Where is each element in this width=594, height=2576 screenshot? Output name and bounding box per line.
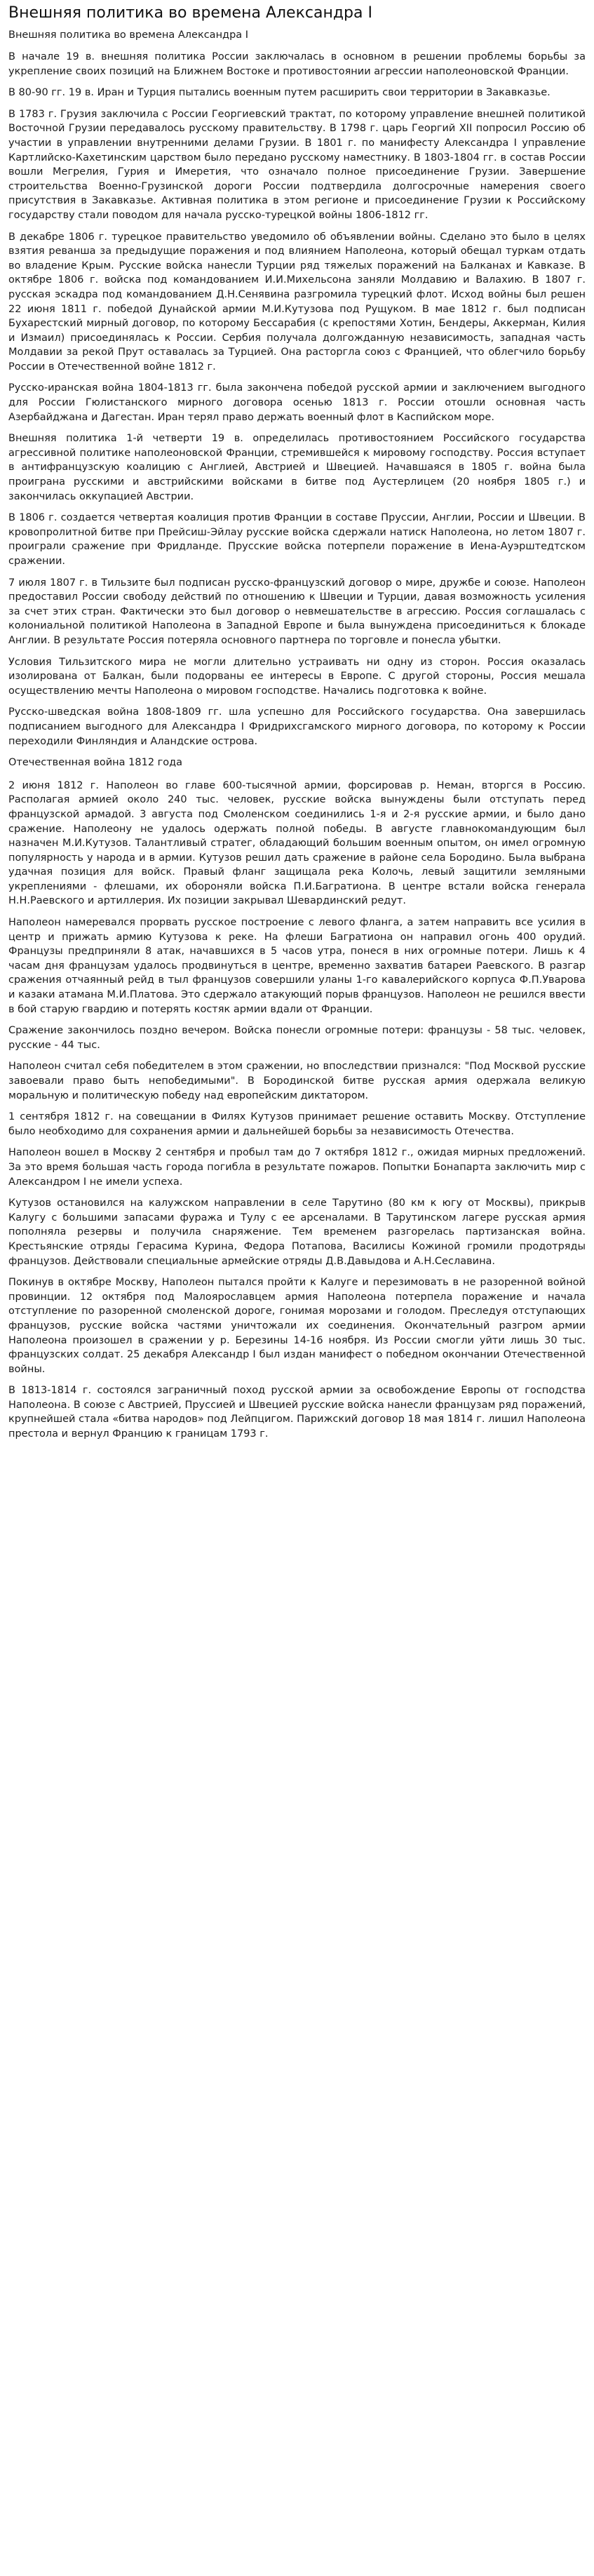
paragraph-intro: В начале 19 в. внешняя политика России заключалась в основном в решении проблемы борьбы за укрепление своих позиций на Ближнем Востоке и противостоянии агрессии наполеоновской Франции. [8,51,586,77]
paragraph-invasion: 2 июня 1812 г. Наполеон во главе 600-тысячной армии, форсировав р. Неман, вторгся в Россию. Располагая армией около 240 тыс. человек, русские войска вынуждены были отступать перед французской армадой. 3 августа под Смоленском соединились 1-я и 2-я русские армии, и было дано сражение. Наполеону не удалось одержать полной победы. В августе главнокомандующим был назначен М.И.Кутузов. Талантливый стратег, обладающий большим военным опытом, он имел огромную популярность у народа и в армии. Кутузов решил дать сражение в районе села Бородино. Была выбрана удачная позиция для войск. Правый фланг защищала река Колочь, левый защитили земляными укреплениями - флешами, их обороняли войска П.И.Багратиона. В центре встали войска генерала Н.Н.Раевского и артиллерия. Их позиции закрывал Шевардинский редут. [8,779,586,907]
paragraph-tarutino: Кутузов остановился на калужском направлении в селе Тарутино (80 км к югу от Москвы), прикрыв Калугу с большими запасами фуража и Тулу с ее арсеналами. В Тарутинском лагере русская армия пополняла резервы и получила снаряжение. Тем временем разгорелась партизанская война. Крестьянские отряды Герасима Курина, Федора Потапова, Василисы Кожиной громили продотряды французов. Действовали специальные армейские отряды Д.В.Давыдова и А.Н.Сеславина. [8,1198,586,1267]
paragraph-russo-turkish-war: В декабре 1806 г. турецкое правительство уведомило об объявлении войны. Сделано это было в целях взятия реванша за предыдущие поражения и под влиянием Наполеона, который обещал туркам отдать во владение Крым. Русские войска нанесли Турции ряд тяжелых поражений на Балканах и Кавказе. В октябре 1806 г. войска под командованием И.И.Михельсона заняли Молдавию и Валахию. В 1807 г. русская эскадра под командованием Д.Н.Сенявина разгромила турецкий флот. Исход войны был решен 22 июня 1811 г. победой Дунайской армии М.И.Кутузова под Рущуком. В мае 1812 г. был подписан Бухарестский мирный договор, по которому Бессарабия (с крепостями Хотин, Бендеры, Аккерман, Килия и Измаил) присоединялась к России. Сербия получала долгожданную независимость, западная часть Молдавии за рекой Прут оставалась за Турцией. Она расторгла союз с Францией, что облегчило борьбу России в Отечественной войне 1812 г. [8,231,586,373]
paragraph-borodino-battle: Наполеон намеревался прорвать русское построение с левого фланга, а затем направить все усилия в центр и прижать армию Кутузова к реке. На флеши Багратиона он направил огонь 400 орудий. Французы предприняли 8 атак, начавшихся в 5 часов утра, понеся в них огромные потери. Лишь к 4 часам дня французам удалось продвинуться в центре, временно захватив батареи Раевского. В разгар сражения отчаянный рейд в тыл французов совершили уланы 1-го кавалерийского корпуса Ф.П.Уварова и казаки атамана М.И.Платова. Это сдержало атакующий порыв французов. Наполеон не решился ввести в бой старую гвардию и потерять костяк армии вдали от Франции. [8,917,586,1015]
paragraph-fourth-coalition: В 1806 г. создается четвертая коалиция против Франции в составе Пруссии, Англии, России и Швеции. В кровопролитной битве при Прейсиш-Эйлау русские войска сдержали натиск Наполеона, но летом 1807 г. проиграли сражение при Фридланде. Прусские войска потерпели поражение в Иена-Ауэрштедтском сражении. [8,512,586,567]
paragraph-fili-council: 1 сентября 1812 г. на совещании в Филях Кутузов принимает решение оставить Москву. Отступление было необходимо для сохранения армии и дальнейшей борьбы за независимость Отечества. [8,1111,586,1137]
paragraph-foreign-campaign: В 1813-1814 г. состоялся заграничный поход русской армии за освобождение Европы от господства Наполеона. В союзе с Австрией, Пруссией и Швецией русские войска нанесли французам ряд поражений, крупнейшей стала «битва народов» под Лейпцигом. Парижский договор 18 мая 1814 г. лишил Наполеона престола и вернул Францию к границам 1793 г. [8,1385,586,1440]
paragraph-moscow: Наполеон вошел в Москву 2 сентября и пробыл там до 7 октября 1812 г., ожидая мирных предложений. За это время большая часть города погибла в результате пожаров. Попытки Бонапарта заключить мир с Александром I не имели успеха. [8,1147,586,1188]
paragraph-anti-french-coalition: Внешняя политика 1-й четверти 19 в. определилась противостоянием Российского государства агрессивной политике наполеоновской Франции, стремившейся к мировому господству. Россия вступает в антифранцузскую коалицию с Англией, Австрией и Швецией. Начавшаяся в 1805 г. война была проиграна русскими и австрийскими войсками в битве под Аустерлицем (20 ноября 1805 г.) и закончилась оккупацией Австрии. [8,433,586,502]
paragraph-georgia: В 1783 г. Грузия заключила с России Георгиевский трактат, по которому управление внешней политикой Восточной Грузии передавалось русскому правительству. В 1798 г. царь Георгий XII попросил Россию об участии в управлении внутренними делами Грузии. В 1801 г. по манифесту Александра I управление Картлийско-Кахетинским царством было передано русскому наместнику. В 1803-1804 гг. в состав России вошли Мегрелия, Гурия и Имеретия, что означало полное присоединение Грузии. Завершение строительства Военно-Грузинской дороги России подтвердила долгосрочные намерения своего присутствия в Закавказье. Активная политика в этом регионе и присоединение Грузии к Российскому государству стали поводом для начала русско-турецкой войны 1806-1812 гг. [8,108,586,221]
paragraph-retreat: Покинув в октябре Москву, Наполеон пытался пройти к Калуге и перезимовать в не разоренной войной провинции. 12 октября под Малоярославцем армия Наполеона потерпела поражение и начала отступление по разоренной смоленской дороге, гонимая морозами и голодом. Преследуя отступающих французов, русские войска частями уничтожали их соединения. Окончательный разгром армии Наполеона произошел в сражении у р. Березины 14-16 ноября. Из России смогли уйти лишь 30 тыс. французских солдат. 25 декабря Александр I был издан манифест о победном окончании Отечественной войны. [8,1277,586,1375]
paragraph-russo-persian-war: Русско-иранская война 1804-1813 гг. была закончена победой русской армии и заключением выгодного для России Гюлистанского мирного договора осенью 1813 г. России отошли основная часть Азербайджана и Дагестан. Иран терял право держать военный флот в Каспийском море. [8,382,586,423]
paragraph-tilsit-conditions: Условия Тильзитского мира не могли длительно устраивать ни одну из сторон. Россия оказалась изолирована от Балкан, были подорваны ее интересы в Европе. С другой стороны, Россия мешала осуществлению мечты Наполеона о мировом господстве. Начались подготовка к войне. [8,656,586,697]
page-title: Внешняя политика во времена Александра I [8,4,372,22]
paragraph-iran-turkey: В 80-90 гг. 19 в. Иран и Турция пытались военным путем расширить свои территории в Закавказье. [8,87,551,99]
paragraph-russo-swedish-war: Русско-шведская война 1808-1809 гг. шла успешно для Российского государства. Она завершилась подписанием выгодного для Александра I Фридрихсгамского мирного договора, по которому к России переходили Финляндия и Аландские острова. [8,706,586,747]
paragraph-moral-victory: Наполеон считал себя победителем в этом сражении, но впоследствии признался: "Под Москвой русские завоевали право быть непобедимыми". В Бородинской битве русская армия одержала великую моральную и политическую победу над европейским диктатором. [8,1061,586,1101]
paragraph-battle-end: Сражение закончилось поздно вечером. Войска понесли огромные потери: французы - 58 тыс. человек, русские - 44 тыс. [8,1025,586,1051]
paragraph-tilsit: 7 июля 1807 г. в Тильзите был подписан русско-французский договор о мире, дружбе и союзе. Наполеон предоставил России свободу действий по отношению к Швеции и Турции, давая возможность усиления за счет этих стран. Фактически это был договор о невмешательстве в агрессию. Россия соглашалась с колониальной политикой Наполеона в Западной Европе и была вынуждена присоединиться к блокаде Англии. В результате Россия потеряла основного партнера по торговле и понесла убытки. [8,577,586,646]
section-heading-1812: Отечественная война 1812 года [8,757,183,769]
page-subtitle: Внешняя политика во времена Александра I [8,29,249,41]
